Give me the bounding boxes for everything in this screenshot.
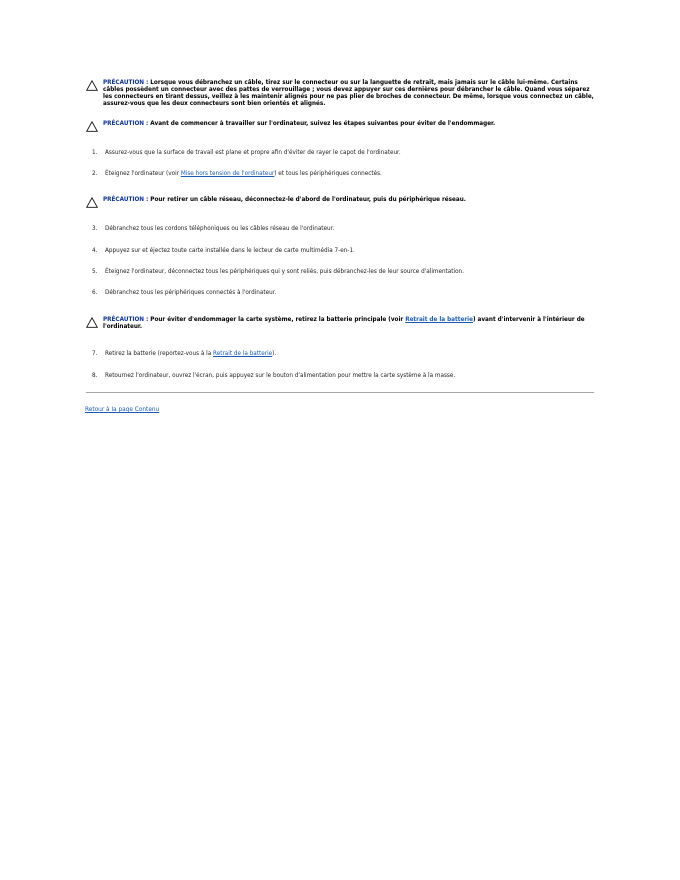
caution-label: PRÉCAUTION :	[103, 317, 149, 323]
step-number: 2.	[92, 171, 98, 177]
step-item	[92, 373, 592, 380]
section-divider	[86, 392, 594, 393]
caution-label: PRÉCAUTION :	[103, 80, 149, 86]
step-text: Éteignez l'ordinateur, déconnectez tous les périphériques qui y sont reliés, puis débranchez-les de leur source d'alimentation.	[105, 269, 464, 275]
step-text: Assurez-vous que la surface de travail est plane et propre afin d'éviter de rayer le capot de l'ordinateur.	[105, 150, 401, 156]
warning-triangle-icon	[86, 197, 98, 208]
step-text-before: Éteignez l'ordinateur (voir	[105, 171, 181, 177]
warning-triangle-icon	[86, 80, 98, 91]
step-item	[92, 150, 592, 157]
caution-body: Pour retirer un câble réseau, déconnectez-le d'abord de l'ordinateur, puis du périphérique réseau.	[148, 197, 466, 203]
step-number: 4.	[92, 248, 98, 254]
caution-label: PRÉCAUTION :	[103, 121, 149, 127]
step-text-after: ) et tous les périphériques connectés.	[274, 171, 382, 177]
caution-text	[103, 80, 596, 108]
caution-text	[103, 197, 596, 204]
step-number: 7.	[92, 351, 98, 357]
step-number: 3.	[92, 226, 98, 232]
step-item	[92, 226, 592, 233]
warning-triangle-icon	[86, 317, 98, 328]
caution-text	[103, 317, 596, 331]
step-number: 5.	[92, 269, 98, 275]
battery-removal-link[interactable]: Retrait de la batterie	[213, 351, 273, 357]
caution-notice-cable	[86, 80, 596, 108]
back-to-contents-link[interactable]: Retour à la page Contenu	[85, 407, 160, 413]
warning-triangle-icon	[86, 121, 98, 132]
step-item	[92, 248, 592, 255]
step-item	[92, 171, 592, 178]
caution-text	[103, 121, 596, 128]
caution-body: Lorsque vous débranchez un câble, tirez sur le connecteur ou sur la languette de retrait, mais jamais sur le câble lui-même. Certains câbles possèdent un connecteur avec des pattes de verrouillage ; vous devez appuyer sur ces dernières pour débrancher le câble. Quand vous séparez les connecteurs en tirant dessus, veillez à les maintenir alignés pour ne pas plier de broches de connecteur. De même, lorsque vous connectez un câble, assurez-vous que les deux connecteurs sont bien orientés et alignés.	[103, 80, 594, 107]
step-text-after: ).	[272, 351, 277, 357]
step-text: Appuyez sur et éjectez toute carte installée dans le lecteur de carte multimédia 7-en-1.	[105, 248, 355, 254]
battery-removal-link[interactable]: Retrait de la batterie	[405, 317, 473, 323]
caution-label: PRÉCAUTION :	[103, 197, 149, 203]
caution-notice-before-work	[86, 121, 596, 128]
caution-notice-system-board	[86, 317, 596, 331]
step-text-before: Retirez la batterie (reportez-vous à la	[105, 351, 214, 357]
step-text: Débranchez tous les cordons téléphoniques ou les câbles réseau de l'ordinateur.	[105, 226, 335, 232]
step-number: 6.	[92, 290, 98, 296]
step-item	[92, 269, 592, 276]
caution-body-before: Pour éviter d'endommager la carte système, retirez la batterie principale (voir	[148, 317, 406, 323]
step-item	[92, 290, 592, 297]
step-item	[92, 351, 592, 358]
caution-notice-network-cable	[86, 197, 596, 204]
caution-body-after: ) avant d'intervenir à l'intérieur de l'ordinateur.	[103, 317, 585, 330]
step-text: Retournez l'ordinateur, ouvrez l'écran, puis appuyez sur le bouton d'alimentation pour mettre la carte système à la masse.	[105, 373, 456, 379]
power-off-link[interactable]: Mise hors tension de l'ordinateur	[180, 171, 275, 177]
step-number: 8.	[92, 373, 98, 379]
step-text: Débranchez tous les périphériques connectés à l'ordinateur.	[105, 290, 277, 296]
caution-body: Avant de commencer à travailler sur l'ordinateur, suivez les étapes suivantes pour éviter de l'endommager.	[148, 121, 496, 127]
step-number: 1.	[92, 150, 98, 156]
